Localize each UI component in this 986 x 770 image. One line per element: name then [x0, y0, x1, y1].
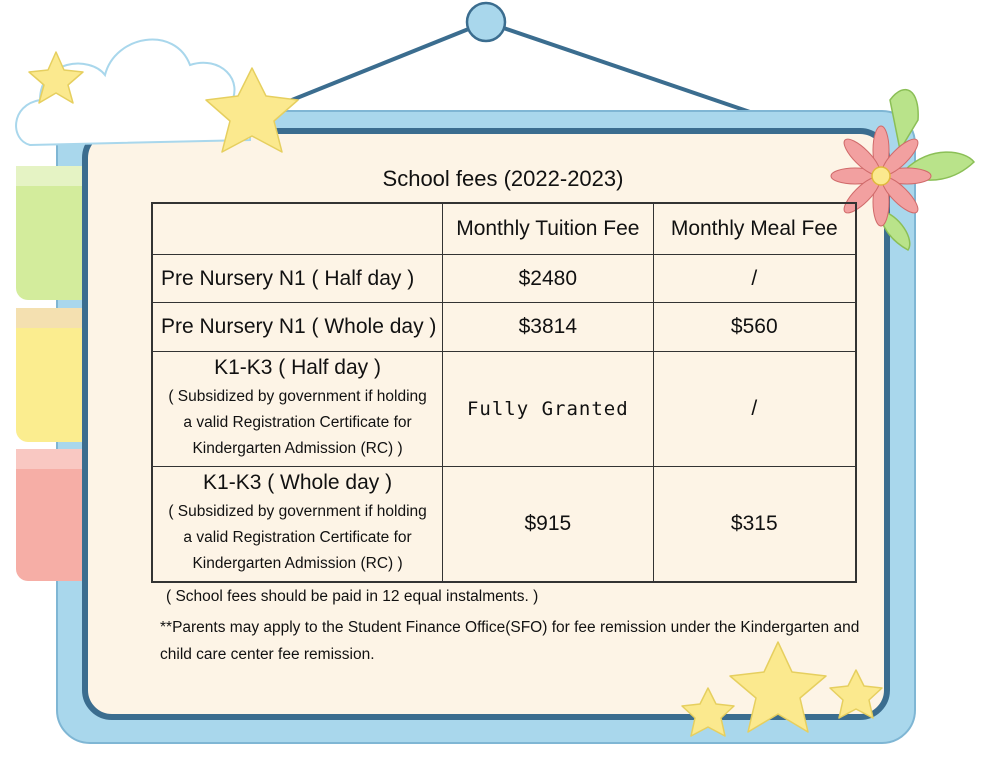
table-row: [152, 303, 856, 352]
table-row: [152, 352, 856, 467]
remission-note: **Parents may apply to the Student Finance Office(SFO) for fee remission under the Kindergarten and child care center fee remission.: [160, 619, 860, 663]
tuition-value: Fully Granted: [466, 398, 629, 420]
meal-value: /: [653, 352, 856, 467]
row-name-cell: [152, 467, 443, 583]
row-note: a valid Registration Certificate for: [183, 529, 412, 546]
meal-value: $560: [653, 303, 856, 352]
row-name: Pre Nursery N1 ( Whole day ): [152, 303, 443, 352]
row-name: Pre Nursery N1 ( Half day ): [152, 255, 443, 303]
table-header-tuition: Monthly Tuition Fee: [443, 203, 653, 255]
page-title: School fees (2022-2023): [382, 166, 624, 191]
row-name-cell: [152, 352, 443, 467]
fees-table: [151, 202, 857, 583]
tuition-value-cell: [443, 352, 653, 467]
table-header-row: [152, 203, 856, 255]
meal-value: /: [653, 255, 856, 303]
table-header-meal: Monthly Meal Fee: [653, 203, 856, 255]
star-icon: [830, 670, 882, 718]
table-header-empty: [152, 203, 443, 255]
row-note: Kindergarten Admission (RC) ): [192, 440, 403, 457]
tuition-value: $2480: [443, 255, 653, 303]
row-note: ( Subsidized by government if holding: [168, 388, 427, 405]
table-row: [152, 467, 856, 583]
row-note: a valid Registration Certificate for: [183, 414, 412, 431]
table-row: [152, 255, 856, 303]
meal-value: $315: [653, 467, 856, 583]
row-note: ( Subsidized by government if holding: [168, 503, 427, 520]
tuition-value: $3814: [443, 303, 653, 352]
star-icon: [682, 688, 734, 736]
row-name: K1-K3 ( Half day ): [214, 356, 381, 379]
instalments-note: ( School fees should be paid in 12 equal instalments. ): [166, 588, 539, 605]
row-note: Kindergarten Admission (RC) ): [192, 555, 403, 572]
row-name: K1-K3 ( Whole day ): [203, 471, 393, 494]
tuition-value: $915: [443, 467, 653, 583]
